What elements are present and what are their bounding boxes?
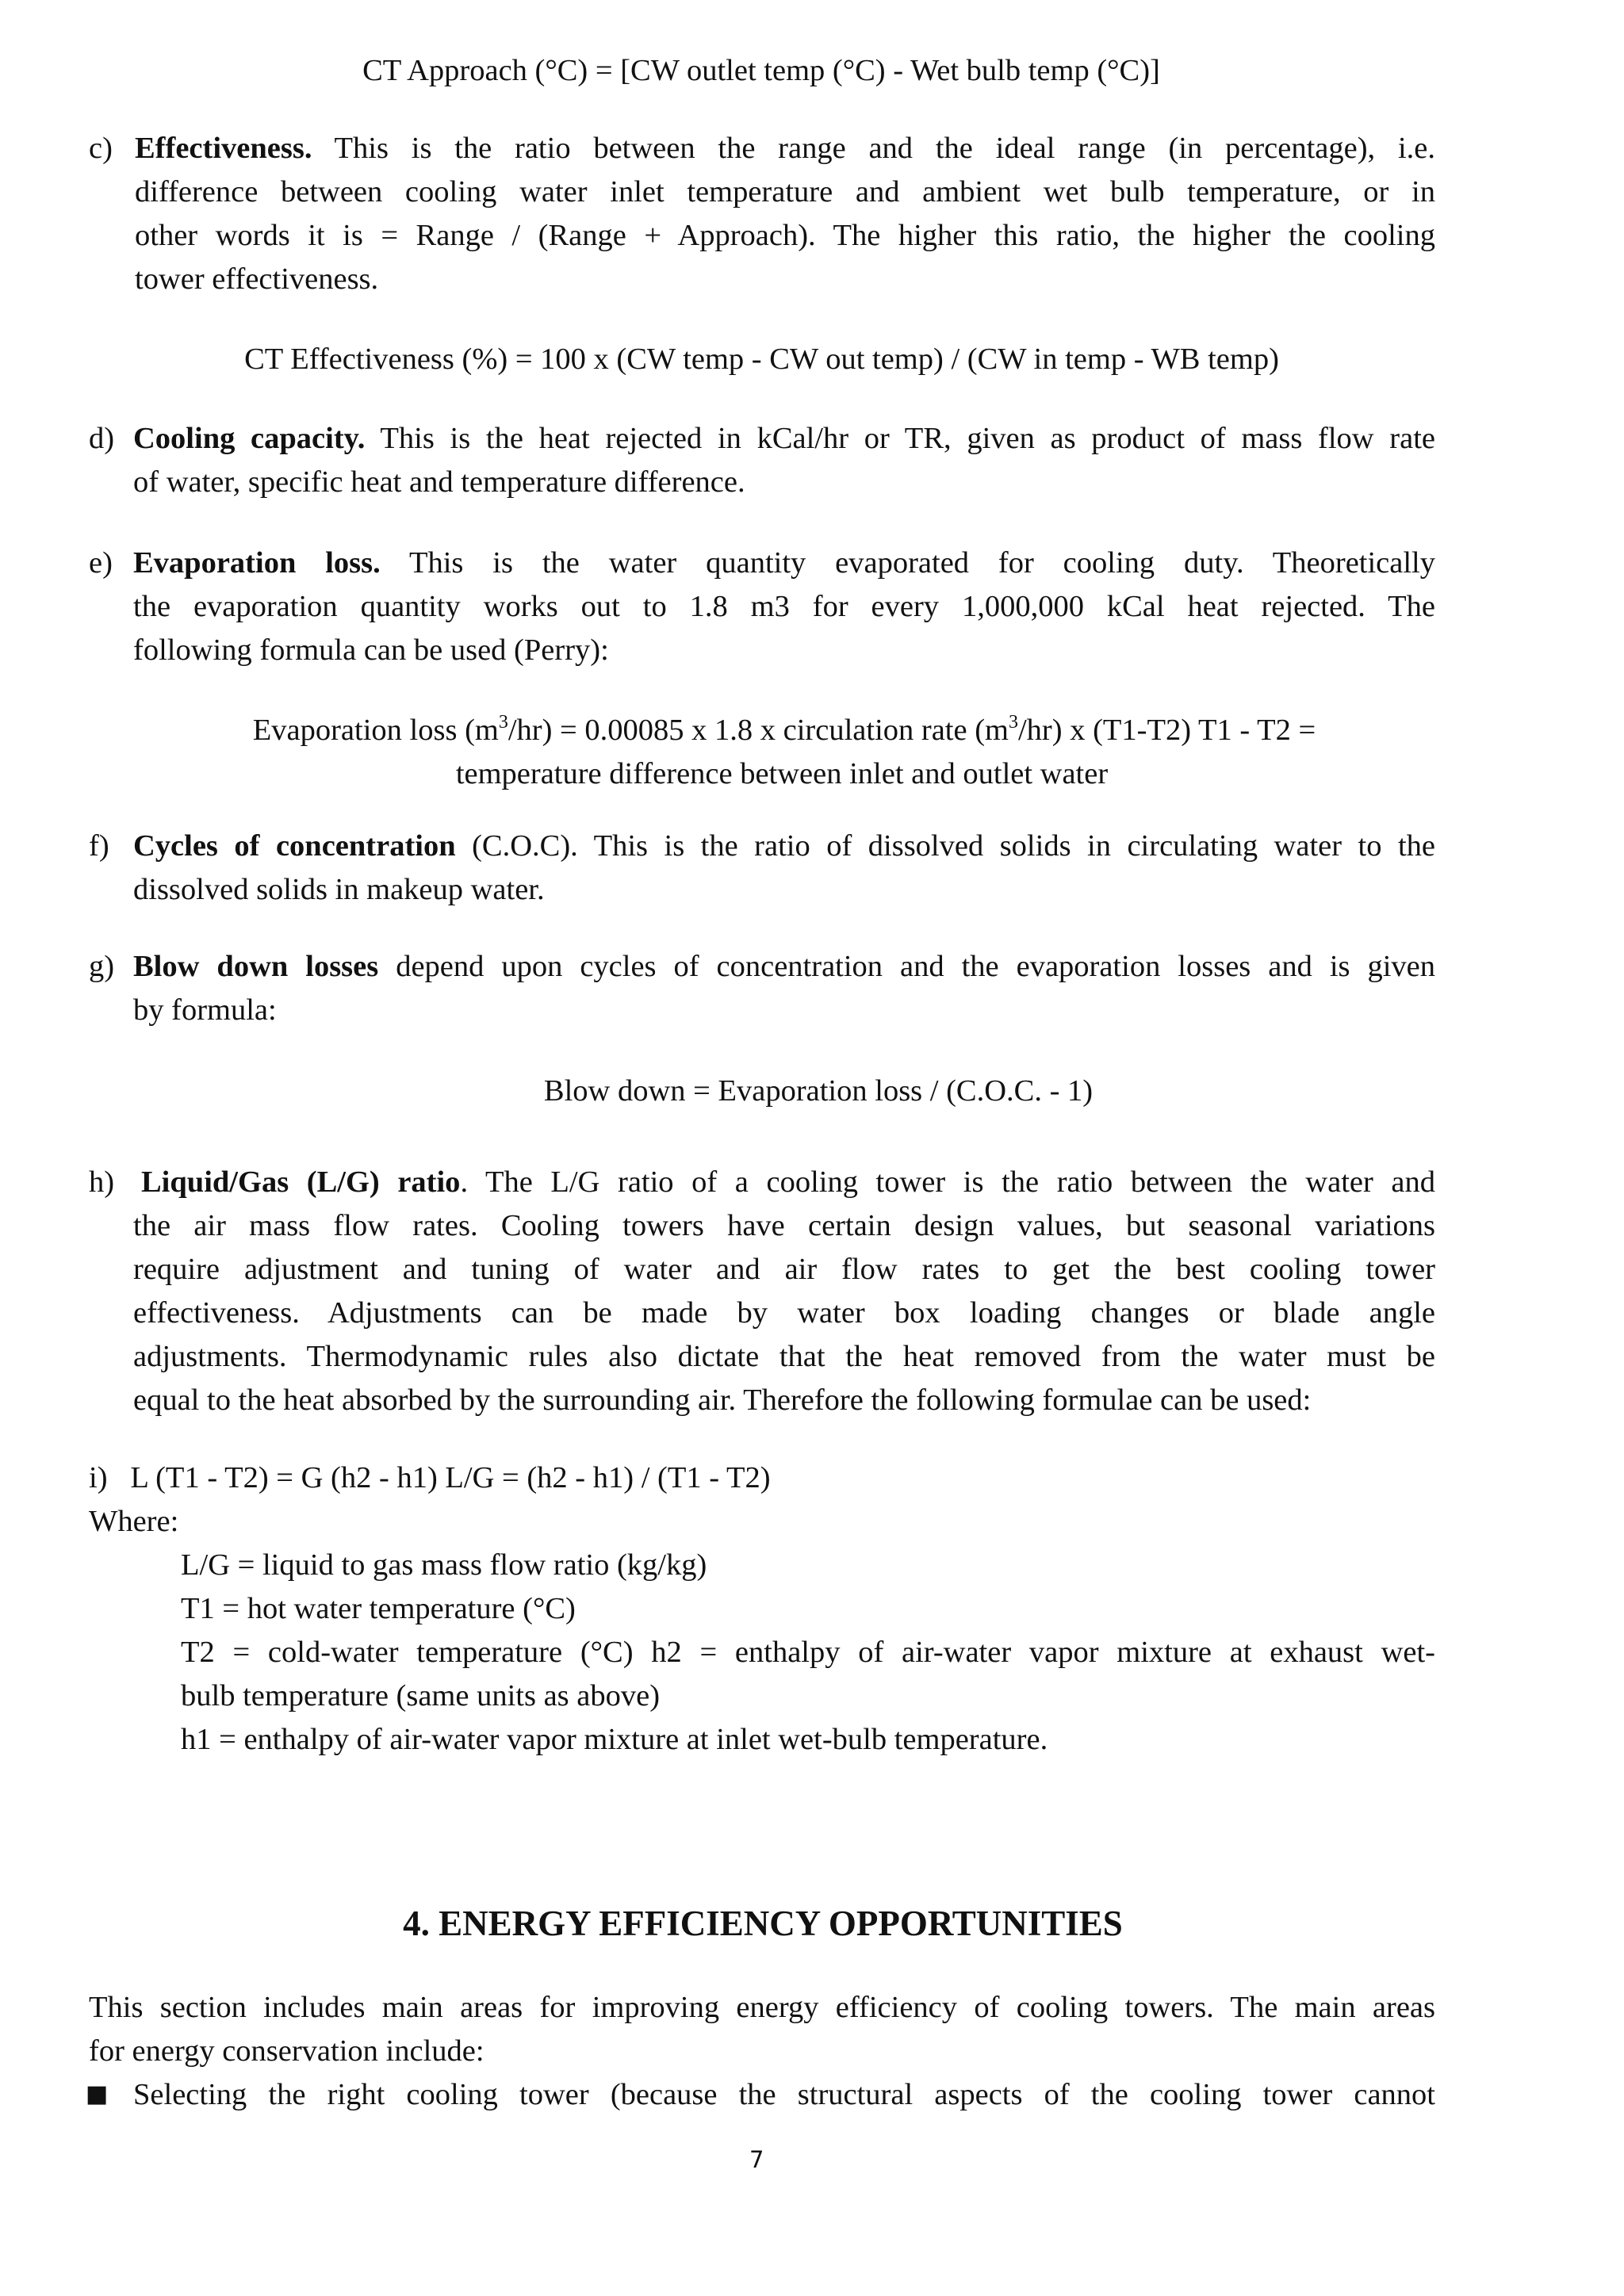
- section-heading: 4. ENERGY EFFICIENCY OPPORTUNITIES: [403, 1904, 1123, 1943]
- item-f-line-2: dissolved solids in makeup water.: [133, 873, 545, 906]
- where-label: Where:: [89, 1505, 179, 1538]
- item-g-line-1: Blow down losses depend upon cycles of concentration and the evaporation losses and is given: [133, 950, 1436, 983]
- item-h-line-3: require adjustment and tuning of water and air flow rates to get the best cooling tower: [133, 1253, 1435, 1286]
- bullet-marker: ■: [86, 2080, 109, 2108]
- evaporation-formula: Evaporation loss $(m^3/hr) = 0.00085$ x 1.8 x circulation rate $(m^3/hr)$ x (T1-T2) T1 - T2 =: [252, 712, 1316, 747]
- item-e-marker: e): [89, 546, 113, 580]
- blow-down-formula: Blow down = Evaporation loss / (C.O.C. - 1): [543, 1074, 1094, 1108]
- definition-t2-h2-cont: bulb temperature (same units as above): [181, 1679, 661, 1712]
- item-h-marker: h): [89, 1165, 115, 1199]
- item-c-line-1: Effectiveness. This is the ratio between the range and the ideal range (in percentage), i.e.: [135, 132, 1435, 165]
- item-c-line-2: difference between cooling water inlet temperature and ambient wet bulb temperature, or in: [135, 175, 1435, 209]
- item-d-line-1: Cooling capacity. This is the heat rejected in kCal/hr or TR, given as product of mass flow rate: [133, 422, 1435, 455]
- item-e-line-3: following formula can be used (Perry):: [133, 633, 609, 667]
- item-h-line-2: the air mass flow rates. Cooling towers have certain design values, but seasonal variations: [133, 1209, 1435, 1242]
- item-d-line-2: of water, specific heat and temperature difference.: [133, 465, 745, 499]
- item-f-marker: f): [89, 829, 109, 863]
- evaporation-formula-line-2: temperature difference between inlet and outlet water: [455, 757, 1109, 790]
- item-h-line-5: adjustments. Thermodynamic rules also dictate that the heat removed from the water must be: [133, 1340, 1435, 1373]
- item-c-line-4: tower effectiveness.: [135, 262, 379, 296]
- item-c-marker: c): [89, 132, 113, 165]
- item-i-formula: i) L (T1 - T2) = G (h2 - h1) L/G = (h2 - h1) / (T1 - T2): [89, 1461, 771, 1494]
- effectiveness-formula: CT Effectiveness (%) = 100 x (CW temp - CW out temp) / (CW in temp - WB temp): [244, 342, 1279, 376]
- item-e-term: Evaporation loss.: [133, 546, 381, 580]
- item-d-marker: d): [89, 422, 115, 455]
- item-h-line-6: equal to the heat absorbed by the surrounding air. Therefore the following formulae can be used:: [133, 1383, 1312, 1417]
- item-c-line-3: other words it is = Range / (Range + Approach). The higher this ratio, the higher the cooling: [135, 219, 1435, 252]
- page-number: 7: [749, 2146, 764, 2173]
- item-f-line-1: Cycles of concentration (C.O.C). This is the ratio of dissolved solids in circulating water to the: [133, 829, 1436, 863]
- section-intro-line-2: for energy conservation include:: [89, 2034, 485, 2068]
- item-d-term: Cooling capacity.: [133, 422, 366, 455]
- item-g-line-2: by formula:: [133, 993, 277, 1027]
- item-c-term: Effectiveness.: [135, 132, 312, 165]
- approach-formula: CT Approach (°C) = [CW outlet temp (°C) - Wet bulb temp (°C)]: [362, 54, 1160, 87]
- item-g-term: Blow down losses: [133, 950, 379, 983]
- item-h-term: Liquid/Gas (L/G) ratio: [141, 1165, 461, 1199]
- section-intro-line-1: This section includes main areas for improving energy efficiency of cooling towers. The main areas: [89, 1991, 1435, 2024]
- item-h-line-1: Liquid/Gas (L/G) ratio. The L/G ratio of a cooling tower is the ratio between the water and: [141, 1165, 1435, 1199]
- definition-h1: h1 = enthalpy of air-water vapor mixture at inlet wet-bulb temperature.: [181, 1723, 1048, 1756]
- item-g-marker: g): [89, 950, 115, 983]
- definition-t2-h2: T2 = cold-water temperature (°C) h2 = enthalpy of air-water vapor mixture at exhaust wet-: [181, 1636, 1435, 1669]
- item-h-line-4: effectiveness. Adjustments can be made by water box loading changes or blade angle: [133, 1296, 1435, 1330]
- definition-lg: L/G = liquid to gas mass flow ratio (kg/kg): [181, 1548, 707, 1582]
- item-e-line-2: the evaporation quantity works out to 1.8 m3 for every 1,000,000 kCal heat rejected. The: [133, 590, 1435, 623]
- bullet-item-1: Selecting the right cooling tower (because the structural aspects of the cooling tower cannot: [133, 2078, 1435, 2111]
- definition-t1: T1 = hot water temperature (°C): [181, 1592, 576, 1625]
- item-e-line-1: Evaporation loss. This is the water quantity evaporated for cooling duty. Theoretically: [133, 546, 1435, 580]
- item-f-term: Cycles of concentration: [133, 829, 456, 863]
